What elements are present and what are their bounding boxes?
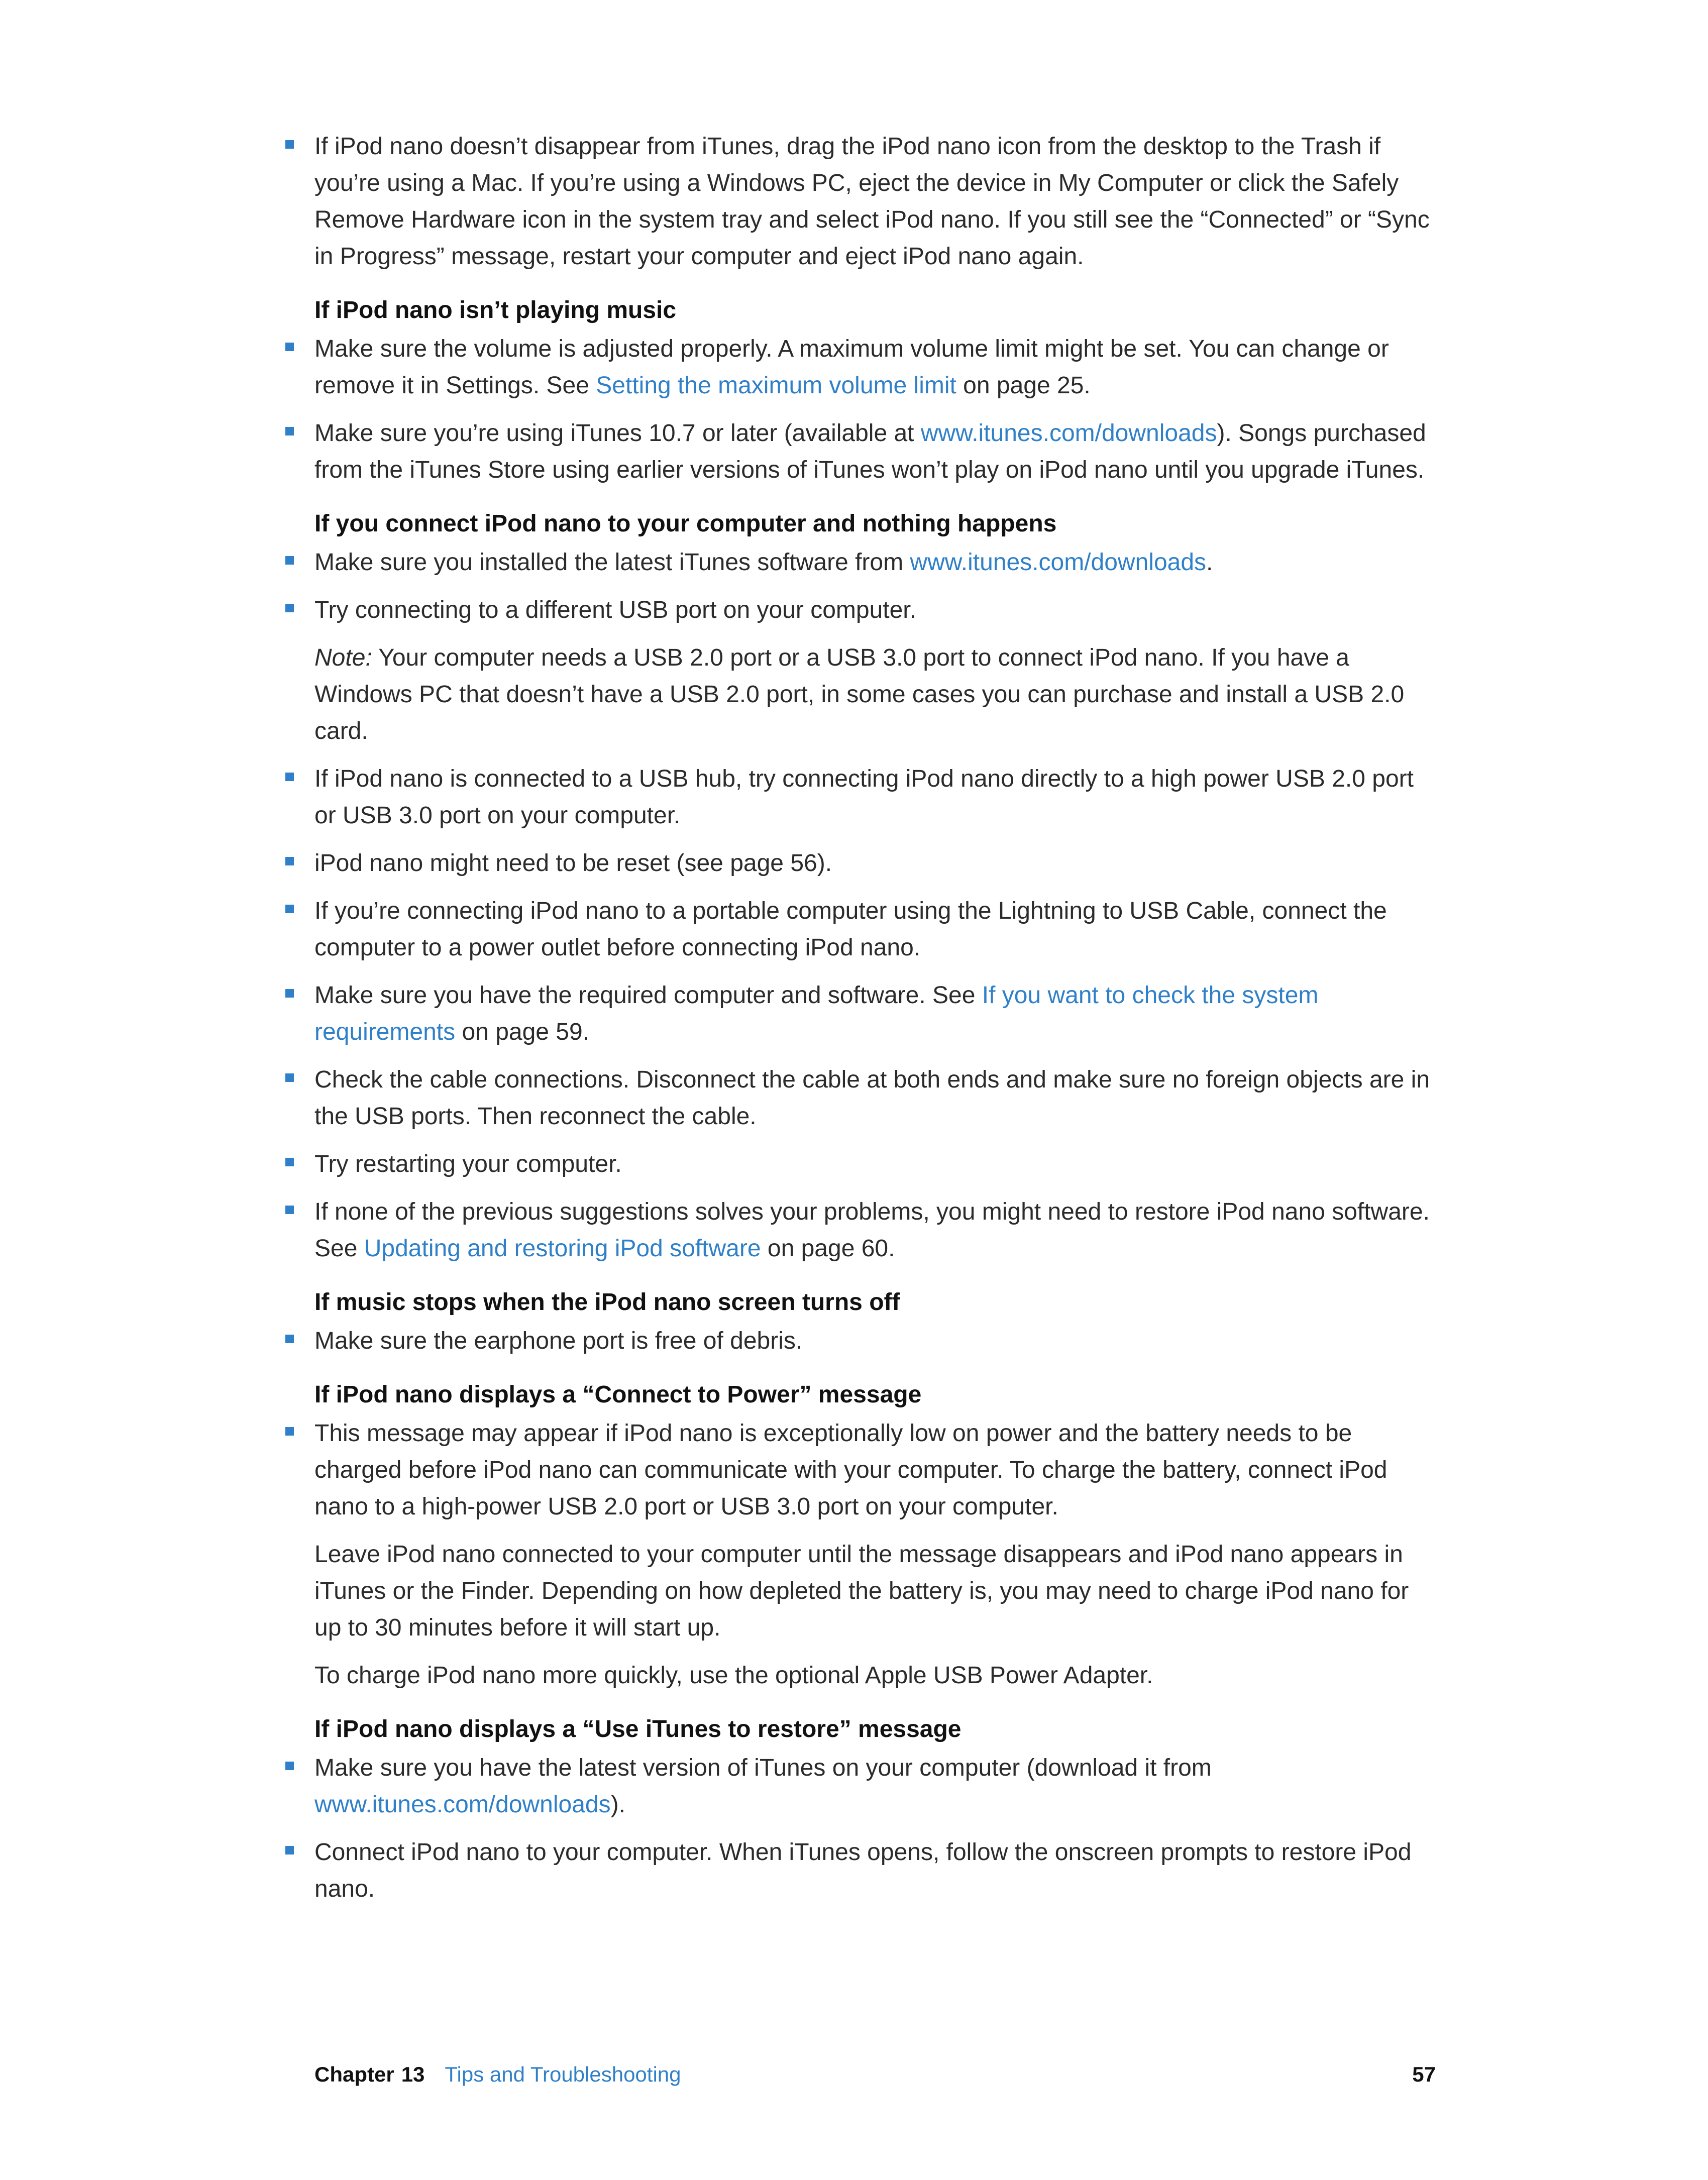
list-item-text: Try restarting your computer. [314, 1151, 622, 1177]
list-item-text: Make sure you have the latest version of iTunes on your computer (download it from [314, 1755, 1212, 1781]
bullet-square-icon [285, 773, 294, 781]
bullet-square-icon [285, 1762, 294, 1770]
list-item [314, 544, 1436, 581]
page-content [314, 128, 1436, 1918]
bullet-square-icon [285, 1073, 294, 1082]
link-system-requirements[interactable]: If you want to check the system requirements [314, 982, 1319, 1045]
note-paragraph [314, 639, 1436, 749]
link-itunes-downloads[interactable]: www.itunes.com/downloads [910, 549, 1207, 576]
list-item [314, 331, 1436, 404]
list-item-text: Make sure you installed the latest iTunes software from [314, 549, 910, 576]
chapter-title-link[interactable]: Tips and Troubleshooting [445, 2062, 681, 2086]
paragraph: To charge iPod nano more quickly, use the optional Apple USB Power Adapter. [314, 1662, 1153, 1689]
page-footer [314, 2059, 1436, 2090]
section-heading: If iPod nano isn’t playing music [314, 297, 677, 323]
list-item-text: If you’re connecting iPod nano to a portable computer using the Lightning to USB Cable, connect the computer to a power outlet before connecting iPod nano. [314, 898, 1387, 961]
link-itunes-downloads[interactable]: www.itunes.com/downloads [314, 1791, 611, 1818]
list-item-text: Make sure you’re using iTunes 10.7 or later (available at [314, 420, 921, 447]
section-heading: If you connect iPod nano to your computer and nothing happens [314, 510, 1057, 537]
list-item [314, 760, 1436, 834]
list-item-text: If iPod nano doesn’t disappear from iTunes, drag the iPod nano icon from the desktop to the Trash if you’re using a Mac. If you’re using a Windows PC, eject the device in My Computer or click the Safely Remove Hardware icon in the system tray and select iPod nano. If you still see the “Connected” or “Sync in Progress” message, restart your computer and eject iPod nano again. [314, 133, 1430, 270]
list-item-text: Make sure the earphone port is free of debris. [314, 1328, 803, 1354]
list-item [314, 128, 1436, 275]
bullet-square-icon [285, 989, 294, 998]
list-item-text: on page 60. [761, 1235, 895, 1262]
list-item [314, 1415, 1436, 1525]
link-itunes-downloads[interactable]: www.itunes.com/downloads [920, 420, 1217, 447]
bullet-square-icon [285, 1158, 294, 1166]
bullet-square-icon [285, 140, 294, 149]
bullet-square-icon [285, 604, 294, 612]
section-heading: If iPod nano displays a “Use iTunes to restore” message [314, 1716, 962, 1742]
note-label: Note: [314, 644, 372, 671]
list-item [314, 1834, 1436, 1907]
link-updating-restoring[interactable]: Updating and restoring iPod software [364, 1235, 761, 1262]
list-item [314, 592, 1436, 628]
list-item-text: Make sure the volume is adjusted properly. A maximum volume limit might be set. You can change or remove it in Settings. See [314, 336, 1389, 399]
bullet-square-icon [285, 1206, 294, 1214]
list-item [314, 415, 1436, 488]
bullet-square-icon [285, 1335, 294, 1343]
page-number: 57 [1412, 2062, 1436, 2086]
chapter-label: Chapter [314, 2062, 394, 2086]
list-item-text: ). Songs purchased from the iTunes Store using earlier versions of iTunes won’t play on iPod nano until you upgrade iTunes. [314, 420, 1426, 483]
list-item-text: iPod nano might need to be reset (see page 56). [314, 850, 832, 877]
list-item-text: Make sure you have the required computer and software. See [314, 982, 982, 1009]
list-item-text: Connect iPod nano to your computer. When iTunes opens, follow the onscreen prompts to restore iPod nano. [314, 1839, 1412, 1902]
section-heading: If iPod nano displays a “Connect to Power” message [314, 1381, 922, 1408]
bullet-square-icon [285, 905, 294, 913]
list-item-text: on page 25. [956, 372, 1091, 399]
note-text: Your computer needs a USB 2.0 port or a USB 3.0 port to connect iPod nano. If you have a Windows PC that doesn’t have a USB 2.0 port, in some cases you can purchase and install a USB 2.0 card. [314, 644, 1405, 744]
list-item [314, 1323, 1436, 1359]
list-item [314, 1061, 1436, 1135]
list-item [314, 845, 1436, 882]
bullet-square-icon [285, 1846, 294, 1855]
list-item-text: on page 59. [455, 1019, 590, 1045]
link-setting-max-volume[interactable]: Setting the maximum volume limit [596, 372, 956, 399]
list-item-text: This message may appear if iPod nano is exceptionally low on power and the battery needs to be charged before iPod nano can communicate with your computer. To charge the battery, connect iPod nano to a high-power USB 2.0 port or USB 3.0 port on your computer. [314, 1420, 1387, 1520]
list-item [314, 1146, 1436, 1182]
bullet-square-icon [285, 556, 294, 565]
list-item [314, 1193, 1436, 1267]
bullet-square-icon [285, 427, 294, 435]
list-item [314, 1750, 1436, 1823]
list-item [314, 893, 1436, 966]
list-item-text: ). [610, 1791, 625, 1818]
bullet-square-icon [285, 343, 294, 351]
bullet-square-icon [285, 1427, 294, 1436]
section-heading: If music stops when the iPod nano screen turns off [314, 1289, 900, 1316]
list-item-text: If none of the previous suggestions solves your problems, you might need to restore iPod nano software. See [314, 1198, 1430, 1262]
list-item-text: If iPod nano is connected to a USB hub, try connecting iPod nano directly to a high power USB 2.0 port or USB 3.0 port on your computer. [314, 766, 1414, 829]
list-item-text: Try connecting to a different USB port on your computer. [314, 597, 916, 623]
list-item-text: Check the cable connections. Disconnect the cable at both ends and make sure no foreign objects are in the USB ports. Then reconnect the cable. [314, 1066, 1430, 1130]
list-item-text: . [1206, 549, 1213, 576]
bullet-square-icon [285, 857, 294, 865]
chapter-number: 13 [401, 2062, 425, 2086]
paragraph: Leave iPod nano connected to your computer until the message disappears and iPod nano appears in iTunes or the Finder. Depending on how depleted the battery is, you may need to charge iPod nano for up to 30 minutes before it will start up. [314, 1541, 1409, 1641]
list-item [314, 977, 1436, 1050]
